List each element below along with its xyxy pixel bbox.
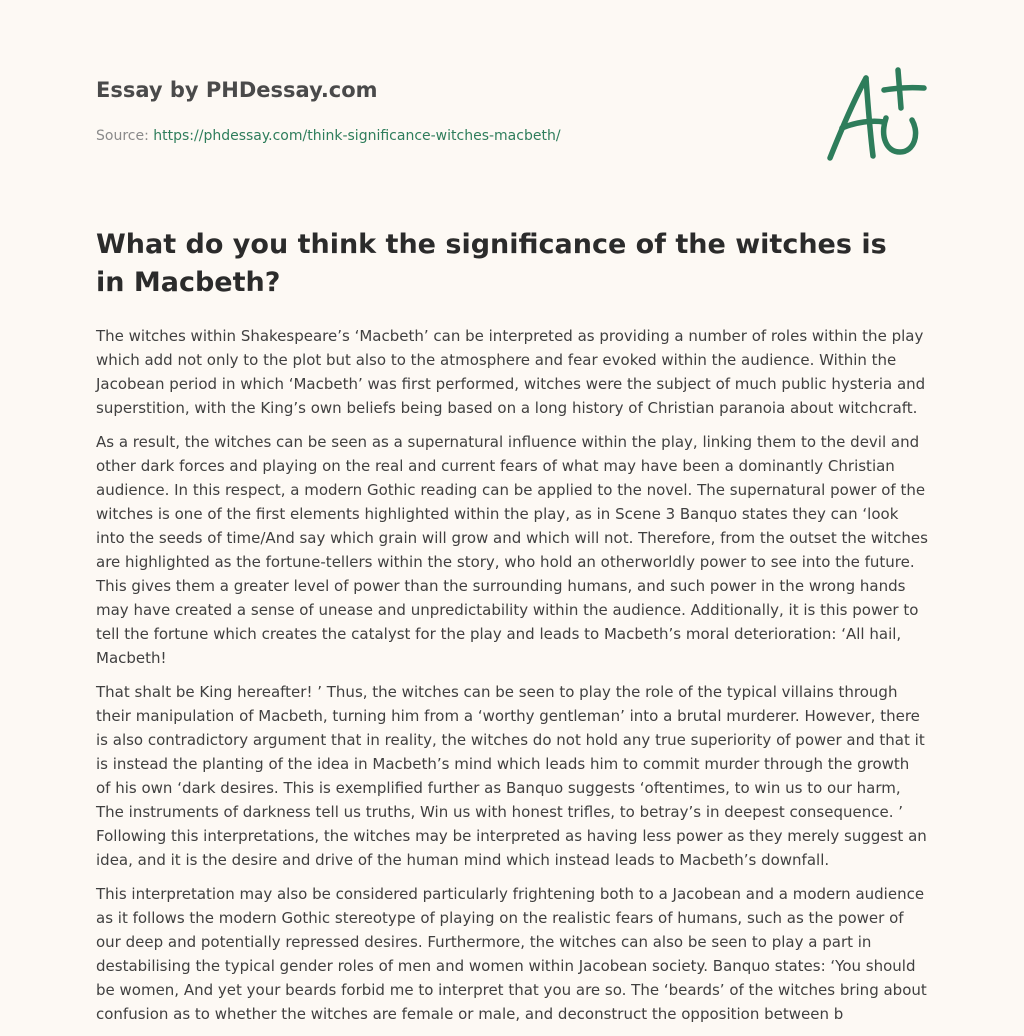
source-link[interactable]: https://phdessay.com/think-significance-witches-macbeth/ [153,128,561,144]
paragraph-4: This interpretation may also be considered particularly frightening both to a Jacobean and a modern audience as it follows the modern Gothic stereotype of playing on the realistic fears of humans, such as the power of our deep and potentially repressed desires. Furthermore, the witches can also be seen to play a part in destabilising the typical gender roles of men and women within Jacobean society. Banquo states: ‘You should be women, And yet your beards forbid me to interpret that you are so. The ‘beards’ of the witches bring about confusion as to whether the witches are female or male, and deconstruct the opposition between b [96,885,927,1023]
essay-title: What do you think the significance of the witches is in Macbeth? [96,229,887,298]
paragraph-2: As a result, the witches can be seen as a supernatural influence within the play, linking them to the devil and other dark forces and playing on the real and current fears of what may have been a dominantly Christian audience. In this respect, a modern Gothic reading can be applied to the novel. The supernatural power of the witches is one of the first elements highlighted within the play, as in Scene 3 Banquo states they can ‘look into the seeds of time/And say which grain will grow and which will not. Therefore, from the outset the witches are highlighted as the fortune-tellers within the story, who hold an otherworldly power to see into the future. This gives them a greater level of power than the surrounding humans, and such power in the wrong hands may have created a sense of unease and unpredictability within the audience. Additionally, it is this power to tell the fortune which creates the catalyst for the play and leads to Macbeth’s moral deterioration: ‘All hail, Macbeth! [96,433,928,667]
logo-a-left-stroke [830,78,866,158]
paragraph-3: That shalt be King hereafter! ’ Thus, the witches can be seen to play the role of the typical villains through their manipulation of Macbeth, turning him from a ‘worthy gentleman’ into a brutal murderer. However, there is also contradictory argument that in reality, the witches do not hold any true superiority of power and that it is instead the planting of the idea in Macbeth’s mind which leads him to commit murder through the growth of his own ‘dark desires. This is exemplified further as Banquo suggests ‘oftentimes, to win us to our harm, The instruments of darkness tell us truths, Win us with honest trifles, to betray’s in deepest consequence. ’ Following this interpretations, the witches may be interpreted as having less power as they merely suggest an idea, and it is the desire and drive of the human mind which instead leads to Macbeth’s downfall. [96,683,927,869]
source-label: Source: [96,128,149,144]
logo-plus-horizontal [884,88,924,90]
a-plus-logo-svg [820,66,930,166]
a-plus-logo-icon [820,66,930,166]
logo-a-right-stroke [866,78,873,156]
brand-title: Essay by PHDessay.com [96,78,378,102]
logo-swirl [884,118,916,152]
essay-header [96,76,716,146]
paragraph-1: The witches within Shakespeare’s ‘Macbeth’ can be interpreted as providing a number of roles within the play which add not only to the plot but also to the atmosphere and fear evoked within the audience. Within the Jacobean period in which ‘Macbeth’ was first performed, witches were the subject of much public hysteria and superstition, with the King’s own beliefs being based on a long history of Christian paranoia about witchcraft. [96,327,926,417]
essay-body [96,324,928,1036]
logo-a-crossbar [842,121,884,128]
source-line [96,126,716,146]
